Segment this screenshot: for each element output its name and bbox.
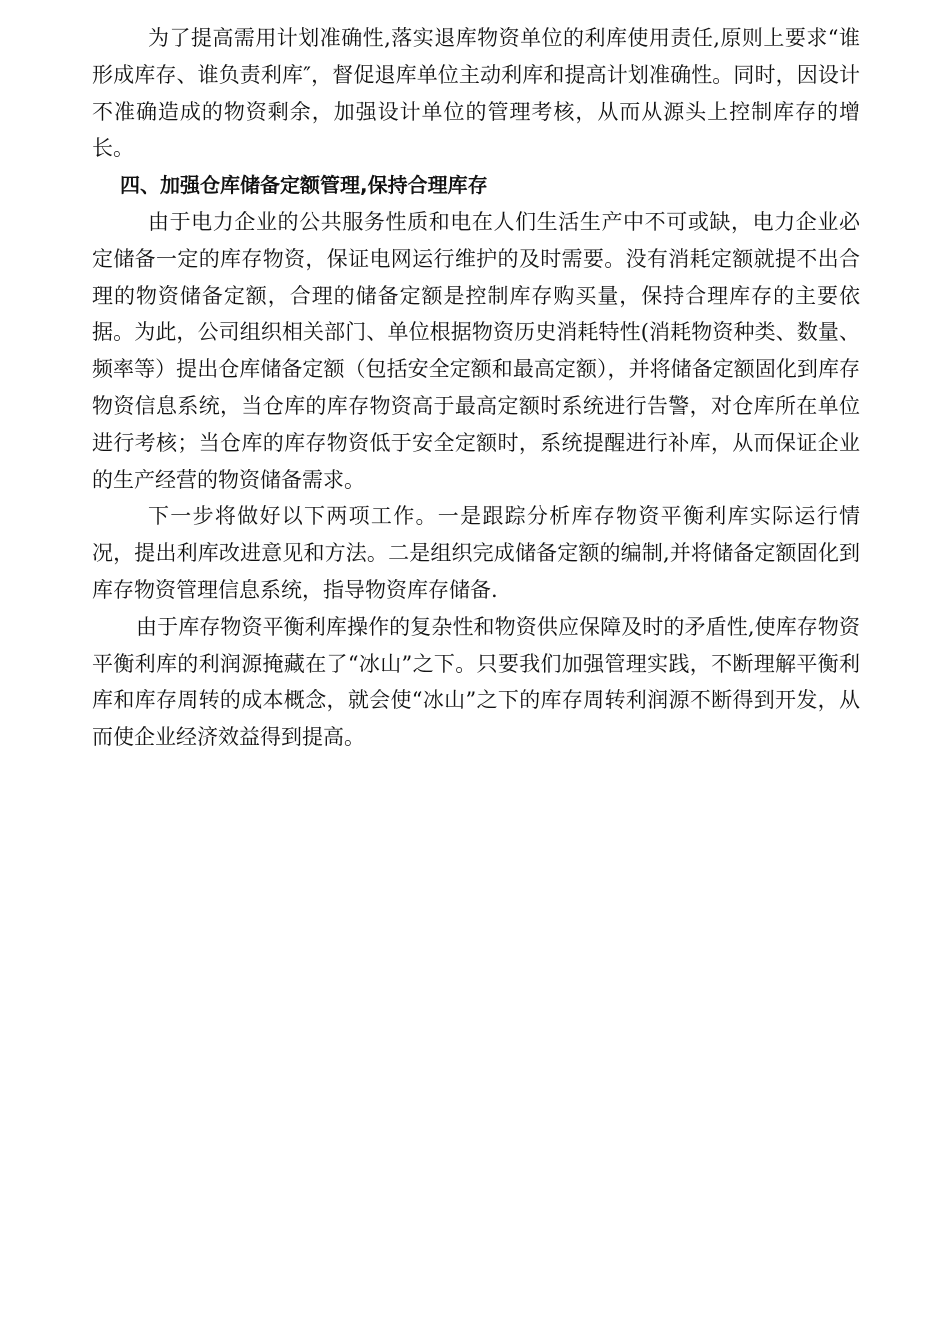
paragraph-next-steps: 下一步将做好以下两项工作。一是跟踪分析库存物资平衡利库实际运行情况，提出利库改进意见和方法。二是组织完成储备定额的编制,并将储备定额固化到库存物资管理信息系统，指导物资库存储备. [92, 504, 860, 602]
paragraph-plan-accuracy: 为了提高需用计划准确性,落实退库物资单位的利库使用责任,原则上要求“谁形成库存、谁负责利库″，督促退库单位主动利库和提高计划准确性。同时，因设计不准确造成的物资剩余，加强设计单位的管理考核，从而从源头上控制库存的增长。 [92, 26, 860, 161]
document-page [92, 20, 860, 756]
section-heading-four: 四、加强仓库储备定额管理,保持合理库存 [120, 173, 488, 198]
paragraph-reserve-quota: 由于电力企业的公共服务性质和电在人们生活生产中不可或缺，电力企业必定储备一定的库存物资，保证电网运行维护的及时需要。没有消耗定额就提不出合理的物资储备定额，合理的储备定额是控制库存购买量，保持合理库存的主要依据。为此，公司组织相关部门、单位根据物资历史消耗特性(消耗物资种类、数量、频率等）提出仓库储备定额（包括安全定额和最高定额），并将储备定额固化到库存物资信息系统，当仓库的库存物资高于最高定额时系统进行告警，对仓库所在单位进行考核；当仓库的库存物资低于安全定额时，系统提醒进行补库，从而保证企业的生产经营的物资储备需求。 [92, 209, 860, 492]
paragraph-conclusion: 由于库存物资平衡利库操作的复杂性和物资供应保障及时的矛盾性,使库存物资平衡利库的利润源掩藏在了“冰山”之下。只要我们加强管理实践，不断理解平衡利库和库存周转的成本概念，就会使“冰山”之下的库存周转利润源不断得到开发，从而使企业经济效益得到提高。 [92, 614, 860, 750]
